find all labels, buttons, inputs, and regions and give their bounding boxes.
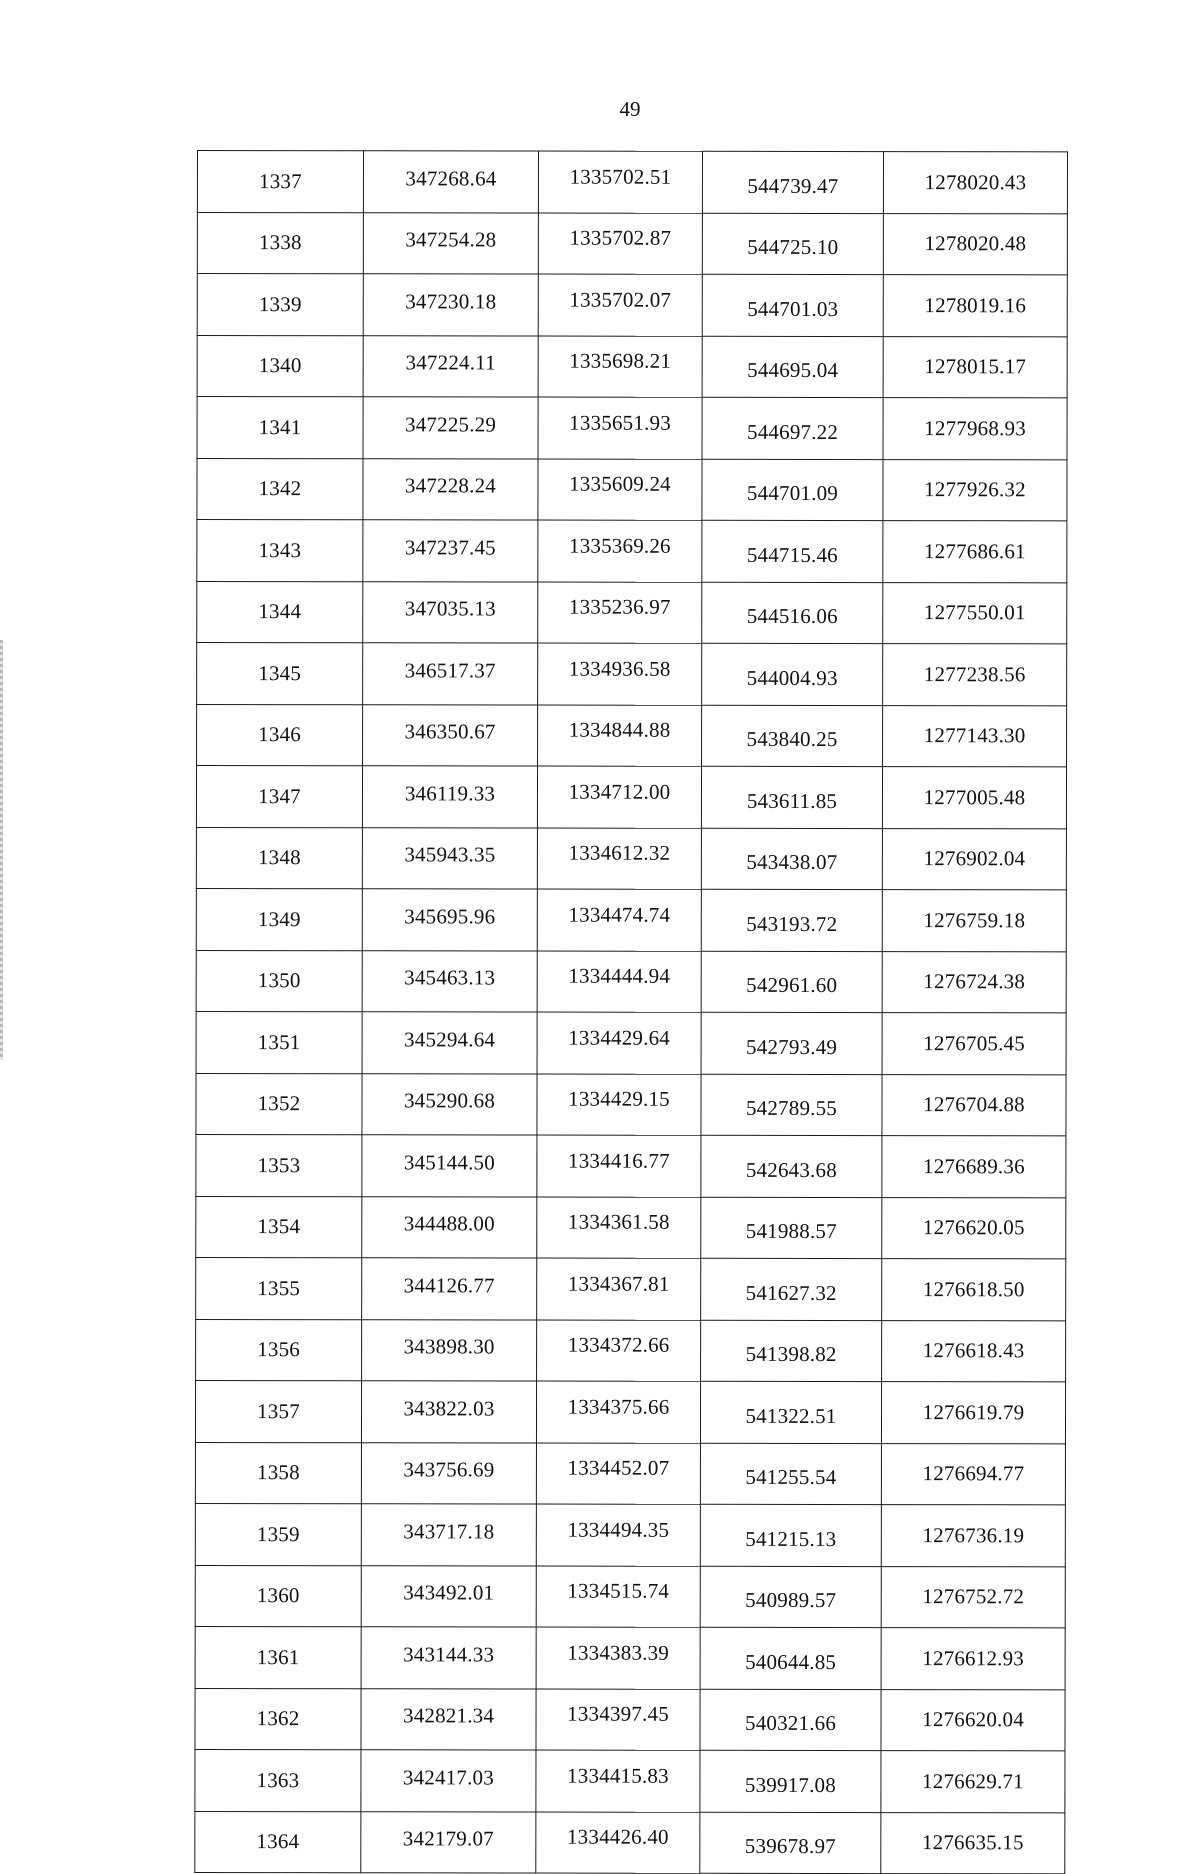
point-number-cell: 1360 [195,1565,361,1627]
y-coordinate-alt-cell: 1276689.36 [882,1136,1066,1198]
x-coordinate-cell: 347035.13 [363,581,538,643]
table-row [196,1073,1066,1136]
x-coordinate-alt-cell: 540644.85 [700,1627,881,1689]
y-coordinate-cell: 1334712.00 [537,766,701,828]
x-coordinate-alt-cell: 544695.04 [702,336,883,398]
point-number-cell: 1362 [195,1688,361,1750]
y-coordinate-alt-cell: 1277926.32 [883,459,1067,521]
table-row [197,520,1067,583]
table-row [196,827,1066,890]
table-row [196,1011,1066,1074]
x-coordinate-cell: 344488.00 [362,1196,537,1258]
table-row [197,397,1067,460]
x-coordinate-cell: 343898.30 [362,1319,537,1381]
y-coordinate-alt-cell: 1278020.43 [883,152,1067,214]
x-coordinate-cell: 347268.64 [363,151,538,213]
y-coordinate-cell: 1335236.97 [538,582,702,644]
point-number-cell: 1364 [195,1811,361,1873]
x-coordinate-cell: 343717.18 [361,1504,536,1566]
table-row [196,1134,1066,1197]
y-coordinate-alt-cell: 1276694.77 [881,1443,1065,1505]
point-number-cell: 1363 [195,1749,361,1811]
y-coordinate-alt-cell: 1277550.01 [883,582,1067,644]
y-coordinate-alt-cell: 1278019.16 [883,275,1067,337]
y-coordinate-cell: 1334397.45 [536,1689,700,1751]
y-coordinate-alt-cell: 1277968.93 [883,398,1067,460]
x-coordinate-cell: 347230.18 [363,274,538,336]
table-body [195,151,1068,1874]
x-coordinate-alt-cell: 539678.97 [700,1812,881,1874]
y-coordinate-alt-cell: 1276618.50 [882,1259,1066,1321]
x-coordinate-alt-cell: 543193.72 [701,889,882,951]
point-number-cell: 1353 [196,1134,362,1196]
x-coordinate-alt-cell: 543438.07 [701,828,882,890]
point-number-cell: 1340 [197,335,363,397]
x-coordinate-cell: 345144.50 [362,1135,537,1197]
x-coordinate-alt-cell: 542789.55 [701,1074,882,1136]
point-number-cell: 1348 [196,827,362,889]
y-coordinate-alt-cell: 1277143.30 [883,705,1067,767]
x-coordinate-cell: 346350.67 [363,704,538,766]
table-row [196,950,1066,1013]
y-coordinate-cell: 1334474.74 [537,889,701,951]
x-coordinate-alt-cell: 544725.10 [702,213,883,275]
table-row [196,888,1066,951]
y-coordinate-cell: 1334361.58 [537,1197,701,1259]
x-coordinate-alt-cell: 542643.68 [701,1135,882,1197]
y-coordinate-cell: 1334494.35 [536,1504,700,1566]
x-coordinate-alt-cell: 543611.85 [701,766,882,828]
table-row [197,212,1067,275]
y-coordinate-cell: 1334844.88 [538,705,702,767]
y-coordinate-cell: 1335702.51 [538,151,702,213]
point-number-cell: 1337 [197,151,363,213]
point-number-cell: 1350 [196,950,362,1012]
y-coordinate-cell: 1334452.07 [536,1443,700,1505]
x-coordinate-alt-cell: 541215.13 [700,1504,881,1566]
x-coordinate-alt-cell: 541988.57 [701,1197,882,1259]
x-coordinate-alt-cell: 543840.25 [702,705,883,767]
y-coordinate-alt-cell: 1276736.19 [881,1505,1065,1567]
y-coordinate-cell: 1334444.94 [537,951,701,1013]
y-coordinate-alt-cell: 1276902.04 [882,828,1066,890]
x-coordinate-cell: 346119.33 [362,766,537,828]
table-row [195,1565,1065,1628]
table-row [195,1626,1065,1689]
y-coordinate-cell: 1334415.83 [536,1750,700,1812]
y-coordinate-cell: 1334936.58 [538,643,702,705]
x-coordinate-alt-cell: 544715.46 [702,520,883,582]
point-number-cell: 1343 [197,520,363,582]
x-coordinate-cell: 345294.64 [362,1012,537,1074]
y-coordinate-alt-cell: 1276619.79 [881,1382,1065,1444]
x-coordinate-cell: 347237.45 [363,520,538,582]
point-number-cell: 1339 [197,274,363,336]
y-coordinate-alt-cell: 1276705.45 [882,1013,1066,1075]
point-number-cell: 1338 [197,212,363,274]
y-coordinate-cell: 1334426.40 [536,1812,700,1874]
table-row [197,335,1067,398]
y-coordinate-alt-cell: 1276620.05 [882,1197,1066,1259]
x-coordinate-cell: 345695.96 [362,889,537,951]
x-coordinate-alt-cell: 544697.22 [702,397,883,459]
y-coordinate-cell: 1334372.66 [537,1320,701,1382]
point-number-cell: 1357 [195,1380,361,1442]
y-coordinate-cell: 1334612.32 [537,828,701,890]
point-number-cell: 1345 [197,643,363,705]
table-row [195,1380,1065,1443]
point-number-cell: 1346 [197,704,363,766]
y-coordinate-alt-cell: 1276752.72 [881,1566,1065,1628]
y-coordinate-alt-cell: 1276635.15 [881,1812,1065,1874]
x-coordinate-alt-cell: 544739.47 [702,151,883,213]
y-coordinate-alt-cell: 1276620.04 [881,1689,1065,1751]
y-coordinate-cell: 1335369.26 [538,520,702,582]
x-coordinate-cell: 344126.77 [362,1258,537,1320]
table-row [196,1257,1066,1320]
x-coordinate-alt-cell: 544701.03 [702,274,883,336]
x-coordinate-alt-cell: 540321.66 [700,1689,881,1751]
x-coordinate-cell: 345290.68 [362,1073,537,1135]
x-coordinate-alt-cell: 544516.06 [702,582,883,644]
x-coordinate-alt-cell: 541255.54 [700,1443,881,1505]
x-coordinate-cell: 347228.24 [363,458,538,520]
point-number-cell: 1354 [196,1196,362,1258]
y-coordinate-alt-cell: 1277005.48 [882,767,1066,829]
point-number-cell: 1359 [195,1503,361,1565]
y-coordinate-alt-cell: 1276629.71 [881,1751,1065,1813]
y-coordinate-alt-cell: 1278020.48 [883,213,1067,275]
x-coordinate-cell: 343822.03 [361,1381,536,1443]
coordinates-table [194,150,1068,1874]
y-coordinate-cell: 1334429.15 [537,1074,701,1136]
x-coordinate-cell: 346517.37 [363,643,538,705]
x-coordinate-cell: 347224.11 [363,335,538,397]
x-coordinate-alt-cell: 541627.32 [701,1258,882,1320]
table-row [195,1503,1065,1566]
y-coordinate-cell: 1334383.39 [536,1627,700,1689]
table-row [195,1811,1065,1874]
y-coordinate-alt-cell: 1276704.88 [882,1074,1066,1136]
table-row [197,274,1067,337]
table-row [195,1688,1065,1751]
table-row [197,581,1067,644]
table-row [195,1442,1065,1505]
x-coordinate-cell: 343492.01 [361,1565,536,1627]
y-coordinate-alt-cell: 1276612.93 [881,1628,1065,1690]
x-coordinate-alt-cell: 542961.60 [701,951,882,1013]
x-coordinate-alt-cell: 540989.57 [700,1566,881,1628]
x-coordinate-alt-cell: 544004.93 [702,643,883,705]
x-coordinate-cell: 345943.35 [362,827,537,889]
scan-edge-artifact [0,640,3,1060]
y-coordinate-alt-cell: 1277238.56 [883,644,1067,706]
point-number-cell: 1351 [196,1011,362,1073]
table-row [197,151,1067,214]
y-coordinate-cell: 1334416.77 [537,1135,701,1197]
y-coordinate-alt-cell: 1277686.61 [883,521,1067,583]
point-number-cell: 1352 [196,1073,362,1135]
y-coordinate-alt-cell: 1276759.18 [882,890,1066,952]
x-coordinate-cell: 343756.69 [361,1442,536,1504]
y-coordinate-alt-cell: 1278015.17 [883,336,1067,398]
y-coordinate-cell: 1335702.07 [538,274,702,336]
table-row [196,766,1066,829]
table-row [197,458,1067,521]
x-coordinate-cell: 347225.29 [363,397,538,459]
y-coordinate-cell: 1335651.93 [538,397,702,459]
x-coordinate-alt-cell: 541398.82 [701,1320,882,1382]
point-number-cell: 1341 [197,397,363,459]
y-coordinate-cell: 1334367.81 [537,1258,701,1320]
y-coordinate-cell: 1335609.24 [538,459,702,521]
point-number-cell: 1361 [195,1626,361,1688]
table-row [197,704,1067,767]
y-coordinate-alt-cell: 1276724.38 [882,951,1066,1013]
x-coordinate-alt-cell: 539917.08 [700,1750,881,1812]
point-number-cell: 1344 [197,581,363,643]
y-coordinate-cell: 1334375.66 [536,1381,700,1443]
x-coordinate-cell: 345463.13 [362,950,537,1012]
table-row [196,1196,1066,1259]
page-number: 49 [619,97,641,121]
y-coordinate-cell: 1335702.87 [538,213,702,275]
y-coordinate-cell: 1334515.74 [536,1566,700,1628]
point-number-cell: 1342 [197,458,363,520]
point-number-cell: 1355 [196,1257,362,1319]
point-number-cell: 1356 [196,1319,362,1381]
table-row [197,643,1067,706]
x-coordinate-cell: 342417.03 [361,1750,536,1812]
point-number-cell: 1349 [196,888,362,950]
x-coordinate-alt-cell: 541322.51 [700,1381,881,1443]
y-coordinate-cell: 1334429.64 [537,1012,701,1074]
x-coordinate-alt-cell: 542793.49 [701,1012,882,1074]
y-coordinate-alt-cell: 1276618.43 [882,1320,1066,1382]
x-coordinate-cell: 342821.34 [361,1688,536,1750]
x-coordinate-alt-cell: 544701.09 [702,459,883,521]
table-row [196,1319,1066,1382]
point-number-cell: 1347 [196,766,362,828]
x-coordinate-cell: 342179.07 [361,1811,536,1873]
coordinates-table-wrapper [194,150,1067,1874]
table-row [195,1749,1065,1812]
point-number-cell: 1358 [195,1442,361,1504]
x-coordinate-cell: 347254.28 [363,212,538,274]
y-coordinate-cell: 1335698.21 [538,336,702,398]
x-coordinate-cell: 343144.33 [361,1627,536,1689]
